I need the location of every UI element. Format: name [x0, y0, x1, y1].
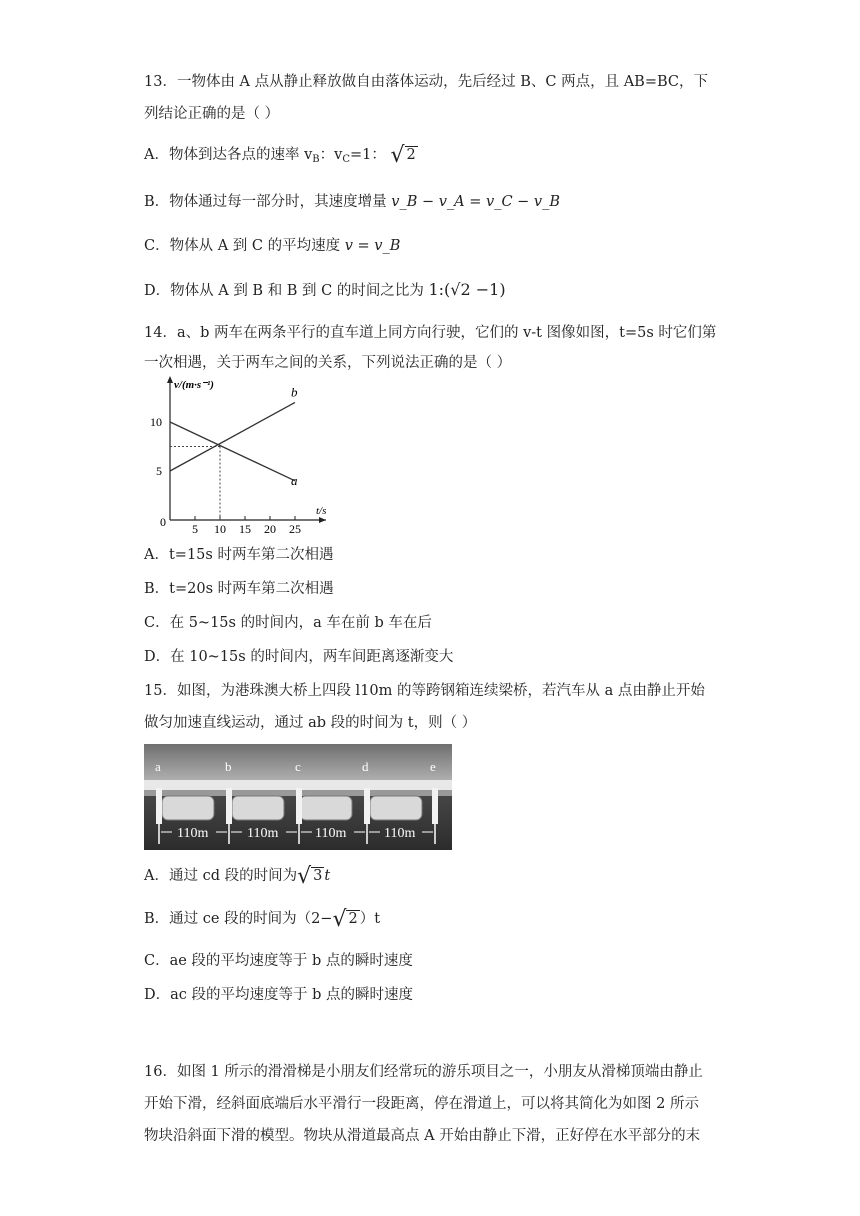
q13-option-c-prefix: C．物体从 A 到 C 的平均速度 [144, 238, 341, 254]
q13-option-a-sub-b: B [312, 154, 320, 165]
q13-option-c-formula: v = v_B [344, 238, 401, 254]
q13-option-d-formula: 1:(√2 −1) [428, 280, 506, 299]
y-axis-label: v/(m·s⁻¹) [174, 379, 214, 391]
q15-option-a-prefix: A．通过 cd 段的时间为 [144, 868, 298, 884]
q15-option-b-prefix: B．通过 ce 段的时间为（2− [144, 911, 333, 927]
q15-option-b-suffix: ）t [359, 911, 381, 927]
x-tick-label-3: 20 [264, 522, 276, 536]
q13-option-c [144, 236, 400, 256]
bridge-illustration [144, 744, 452, 850]
span-label-ab: 110m [177, 826, 209, 841]
q15-stem-line2: 做匀加速直线运动，通过 ab 段的时间为 t，则（ ） [144, 715, 477, 731]
series-line-b [170, 402, 295, 471]
q13-option-d [144, 280, 506, 301]
span-label-cd: 110m [315, 826, 347, 841]
bridge-point-a: a [155, 759, 161, 774]
q13-option-a-root: 2 [406, 147, 416, 163]
vt-chart [144, 372, 364, 540]
q13-option-a-eq: =1： [350, 147, 386, 163]
q15-option-d: D．ac 段的平均速度等于 b 点的瞬时速度 [144, 987, 413, 1003]
q14-option-c: C．在 5~15s 的时间内，a 车在前 b 车在后 [144, 615, 432, 631]
span-label-de: 110m [384, 826, 416, 841]
y-tick-label-0: 5 [156, 464, 162, 478]
q14-stem-line2: 一次相遇，关于两车之间的关系，下列说法正确的是（ ） [144, 355, 512, 371]
x-axis-arrow [319, 517, 326, 523]
q13-option-a-sqrt: √ 2 [390, 143, 416, 168]
bridge-photo [144, 744, 452, 850]
q15-option-b [144, 909, 380, 930]
q13-option-b [144, 192, 560, 212]
q13-option-a-prefix: A．物体到达各点的速率 v [144, 147, 313, 163]
q13-option-b-prefix: B．物体通过每一部分时，其速度增量 [144, 194, 387, 210]
bridge-point-e: e [430, 759, 436, 774]
q16-line2: 开始下滑，经斜面底端后水平滑行一段距离，停在滑道上，可以将其简化为如图 2 所示 [144, 1096, 699, 1112]
x-tick-label-1: 10 [214, 522, 226, 536]
q14-option-b: B．t=20s 时两车第二次相遇 [144, 581, 334, 597]
series-label-a: a [291, 472, 298, 488]
x-tick-label-2: 15 [239, 522, 251, 536]
q16-line3: 物块沿斜面下滑的模型。物块从滑道最高点 A 开始由静止下滑，正好停在水平部分的末 [144, 1128, 701, 1144]
q13-stem-line1: 13．一物体由 A 点从静止释放做自由落体运动，先后经过 B、C 两点，且 AB=BC，下 [144, 74, 709, 90]
q14-option-d: D．在 10~15s 的时间内，两车间距离逐渐变大 [144, 649, 454, 665]
x-axis-label: t/s [316, 505, 327, 517]
y-axis-arrow [167, 376, 173, 383]
q14-stem-line1: 14．a、b 两车在两条平行的直车道上同方向行驶，它们的 v-t 图像如图，t=5s 时它们第 [144, 325, 717, 341]
x-tick-label-4: 25 [289, 522, 301, 536]
q13-option-b-formula: v_B − v_A = v_C − v_B [391, 194, 561, 210]
q15-option-b-root: 2 [348, 911, 358, 927]
q13-option-a-sub-c: C [342, 154, 350, 165]
span-label-bc: 110m [247, 826, 279, 841]
y-tick-label-1: 10 [150, 415, 162, 429]
q15-option-b-sqrt: √ 2 [332, 907, 358, 932]
q15-stem-line1: 15．如图，为港珠澳大桥上四段 l10m 的等跨钢箱连续梁桥，若汽车从 a 点由静止开始 [144, 683, 705, 699]
q13-stem-line2: 列结论正确的是（ ） [144, 106, 280, 122]
q16-line1: 16．如图 1 所示的滑滑梯是小朋友们经常玩的游乐项目之一，小朋友从滑梯顶端由静止 [144, 1064, 703, 1080]
bridge-point-b: b [225, 759, 232, 774]
q15-option-a-sqrt: √ 3 [297, 864, 323, 889]
origin-label: 0 [160, 515, 166, 529]
q14-option-a: A．t=15s 时两车第二次相遇 [144, 547, 334, 563]
q15-option-a-suffix: t [324, 868, 331, 884]
x-tick-label-0: 5 [192, 522, 198, 536]
q13-option-d-prefix: D．物体从 A 到 B 和 B 到 C 的时间之比为 [144, 283, 424, 299]
q15-option-c: C．ae 段的平均速度等于 b 点的瞬时速度 [144, 953, 413, 969]
q15-option-a-root: 3 [313, 868, 323, 884]
series-line-a [170, 422, 295, 481]
bridge-point-c: c [295, 759, 301, 774]
series-label-b: b [291, 384, 298, 400]
q13-option-a [144, 145, 418, 170]
bridge-point-d: d [362, 759, 369, 774]
q15-option-a [144, 866, 330, 887]
q13-option-a-mid: ：v [319, 147, 343, 163]
